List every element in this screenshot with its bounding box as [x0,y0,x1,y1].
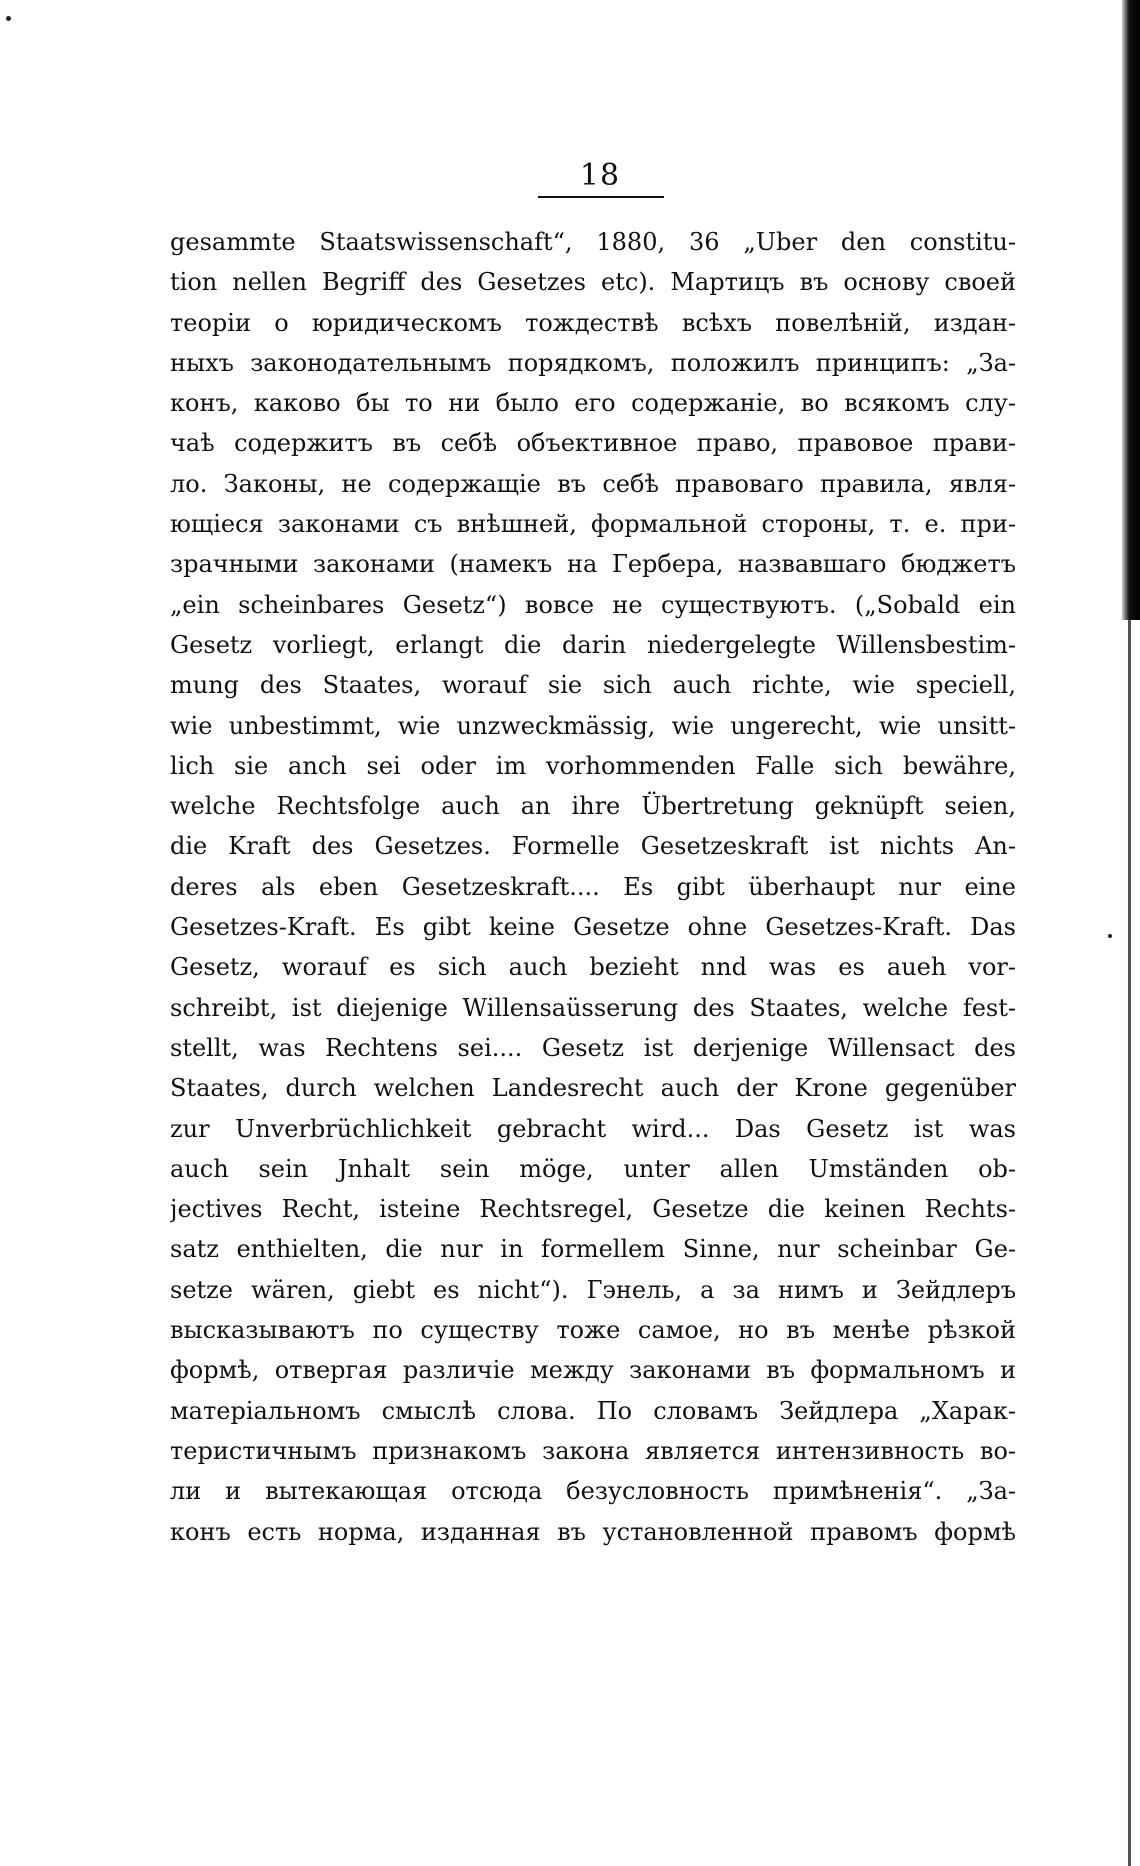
text-line: высказываютъ по существу тоже самое, но въ менѣе рѣзкой [170,1316,1016,1345]
text-line: Gesetz, worauf es sich auch bezieht nnd was es aueh vor- [170,953,1016,982]
text-line: теристичнымъ признакомъ закона является интензивность во- [170,1436,1016,1465]
text-line: stellt, was Rechtens sei.... Gesetz ist derjenige Willensact des [170,1033,1016,1062]
text-line: ющіеся законами съ внѣшней, формальной стороны, т. е. при- [170,510,1016,539]
page-edge-line [1128,620,1131,1866]
text-line: satz enthielten, die nur in formellem Sinne, nur scheinbar Ge- [170,1235,1016,1264]
text-line: zur Unverbrüchlichkeit gebracht wird... Das Gesetz ist was [170,1114,1016,1143]
text-line: чаѣ содержитъ въ себѣ объективное право, правовое прави- [170,429,1016,458]
text-line: Gesetz vorliegt, erlangt die darin niedergelegte Willensbestim- [170,630,1016,659]
text-line: jectives Recht, isteine Rechtsregel, Gesetze die keinen Rechts- [170,1195,1016,1224]
text-line: „ein scheinbares Gesetz“) вовсе не существуютъ. („Sobald ein [170,590,1016,619]
text-line: deres als eben Gesetzeskraft.... Es gibt überhaupt nur eine [170,872,1016,901]
text-line: setze wären, giebt es nicht“). Гэнель, а за нимъ и Зейдлеръ [170,1275,1016,1304]
text-line: tion nellen Begriff des Gesetzes etc). Мартицъ въ основу своей [170,268,1016,297]
text-line: Gesetzes-Kraft. Es gibt keine Gesetze ohne Gesetzes-Kraft. Das [170,913,1016,942]
text-line: gesammte Staatswissenschaft“, 1880, 36 „Uber den constitu- [170,228,1016,256]
page-number: 18 [579,158,621,193]
text-line: конъ есть норма, изданная въ установленной правомъ формѣ [170,1517,1016,1546]
text-line: schreibt, ist diejenige Willensaüsserung des Staates, welche fest- [170,993,1016,1022]
text-line: wie unbestimmt, wie unzweckmässig, wie ungerecht, wie unsitt- [170,711,1016,740]
text-line: зрачными законами (намекъ на Гербера, назвавшаго бюджетъ [170,550,1016,579]
text-line: auch sein Jnhalt sein möge, unter allen Umständen ob- [170,1154,1016,1183]
text-line: формѣ, отвергая различіе между законами въ формальномъ и [170,1356,1016,1385]
page-number-rule [538,196,664,198]
text-line: Staates, durch welchen Landesrecht auch der Krone gegenüber [170,1074,1016,1103]
text-line: конъ, каково бы то ни было его содержаніе, во всякомъ слу- [170,389,1016,418]
text-line: ло. Законы, не содержащіе въ себѣ правоваго правила, явля- [170,469,1016,498]
text-line: welche Rechtsfolge auch an ihre Übertretung geknüpft seien, [170,792,1016,821]
text-line: матеріальномъ смыслѣ слова. По словамъ Зейдлера „Харак- [170,1396,1016,1425]
text-line: теоріи о юридическомъ тождествѣ всѣхъ повелѣній, издан- [170,308,1016,337]
text-line: ныхъ законодательнымъ порядкомъ, положилъ принципъ: „За- [170,348,1016,377]
text-line: mung des Staates, worauf sie sich auch richte, wie speciell, [170,671,1016,700]
text-line: lich sie anch sei oder im vorhommenden Falle sich bewähre, [170,751,1016,780]
text-line: ли и вытекающая отсюда безусловность примѣненія“. „За- [170,1477,1016,1506]
page-edge-shadow [1122,0,1140,620]
text-line: die Kraft des Gesetzes. Formelle Gesetzeskraft ist nichts An- [170,832,1016,861]
scan-speck [1108,934,1112,938]
body-text [170,222,1016,1552]
scan-speck [6,16,11,21]
